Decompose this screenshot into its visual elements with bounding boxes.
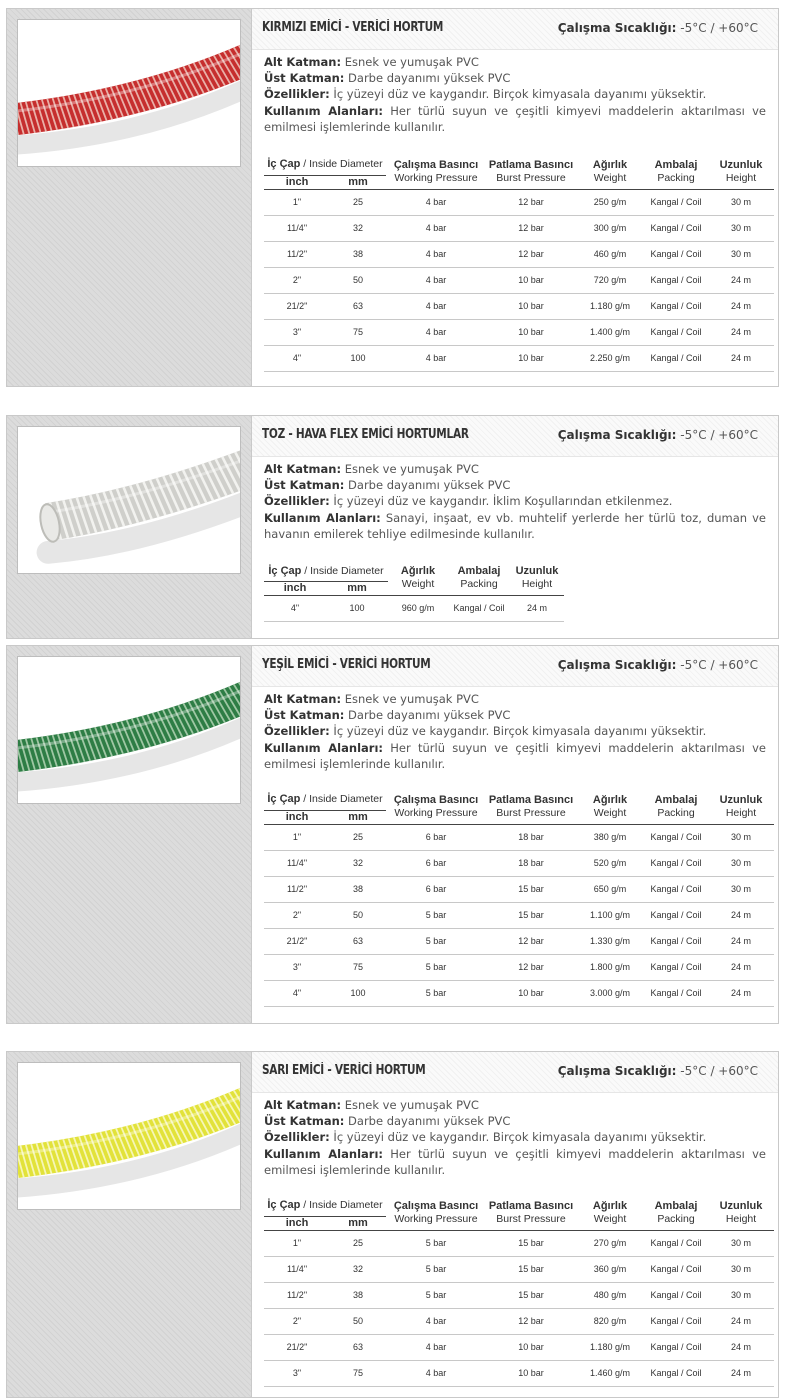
table-cell: 10 bar bbox=[486, 345, 576, 371]
table-cell: Kangal / Coil bbox=[644, 1256, 708, 1282]
table-cell: 460 g/m bbox=[576, 241, 644, 267]
product-image bbox=[17, 1062, 241, 1210]
table-cell: 63 bbox=[330, 1334, 386, 1360]
table-cell: 24 m bbox=[708, 293, 774, 319]
table-cell: 63 bbox=[330, 293, 386, 319]
table-cell: 12 bar bbox=[486, 1308, 576, 1334]
col-label: Ağırlık bbox=[593, 1200, 627, 1212]
col-label: Ambalaj bbox=[458, 565, 501, 577]
table-cell: Kangal / Coil bbox=[644, 1360, 708, 1386]
col-label: Height bbox=[726, 172, 756, 184]
table-cell: 12 bar bbox=[486, 928, 576, 954]
table-row bbox=[264, 241, 774, 267]
table-cell: 11/2" bbox=[264, 1282, 330, 1308]
col-length bbox=[708, 1196, 774, 1230]
col-label: Packing bbox=[657, 807, 694, 819]
col-inch bbox=[264, 810, 330, 824]
table-row bbox=[264, 1360, 774, 1386]
table-cell: 15 bar bbox=[486, 1256, 576, 1282]
table-cell: 720 g/m bbox=[576, 267, 644, 293]
hose-illustration bbox=[18, 20, 240, 166]
table-cell: 12 bar bbox=[486, 215, 576, 241]
table-cell: 24 m bbox=[708, 1334, 774, 1360]
table-cell: 4 bar bbox=[386, 1308, 486, 1334]
table-cell: 4 bar bbox=[386, 215, 486, 241]
table-cell: 5 bar bbox=[386, 980, 486, 1006]
col-label: / Inside Diameter bbox=[303, 1199, 382, 1211]
table-row bbox=[264, 1334, 774, 1360]
col-label: Çalışma Basıncı bbox=[394, 794, 478, 806]
col-length bbox=[708, 155, 774, 189]
col-label: Weight bbox=[594, 1213, 627, 1225]
table-cell: 12 bar bbox=[486, 189, 576, 215]
product-title: SARI EMİCİ - VERİCİ HORTUM bbox=[262, 1063, 426, 1078]
table-cell: 24 m bbox=[708, 980, 774, 1006]
table-cell: 4 bar bbox=[386, 293, 486, 319]
table-cell: 10 bar bbox=[486, 980, 576, 1006]
col-label: Çalışma Basıncı bbox=[394, 1200, 478, 1212]
product-image bbox=[17, 426, 241, 574]
table-cell: Kangal / Coil bbox=[644, 189, 708, 215]
table-cell: Kangal / Coil bbox=[644, 850, 708, 876]
col-inside-diameter bbox=[264, 790, 386, 810]
table-cell: Kangal / Coil bbox=[644, 876, 708, 902]
col-length bbox=[510, 562, 564, 595]
product-title: TOZ - HAVA FLEX EMİCİ HORTUMLAR bbox=[262, 427, 469, 442]
col-label: inch bbox=[284, 582, 307, 594]
table-cell: 650 g/m bbox=[576, 876, 644, 902]
table-row bbox=[264, 980, 774, 1006]
table-cell: 24 m bbox=[708, 345, 774, 371]
col-mm bbox=[330, 175, 386, 189]
table-cell: Kangal / Coil bbox=[644, 1334, 708, 1360]
table-cell: Kangal / Coil bbox=[644, 824, 708, 850]
working-temperature: Çalışma Sıcaklığı: -5°C / +60°C bbox=[558, 1064, 758, 1078]
table-cell: 2" bbox=[264, 1308, 330, 1334]
table-row bbox=[264, 319, 774, 345]
table-row bbox=[264, 1256, 774, 1282]
table-cell: 3" bbox=[264, 319, 330, 345]
col-label: Ambalaj bbox=[655, 159, 698, 171]
table-cell: 12 bar bbox=[486, 241, 576, 267]
col-working-pressure bbox=[386, 155, 486, 189]
table-cell: 30 m bbox=[708, 1282, 774, 1308]
col-label: İç Çap bbox=[267, 158, 300, 170]
table-cell: 1" bbox=[264, 189, 330, 215]
spec-table bbox=[264, 562, 564, 622]
col-inch bbox=[264, 175, 330, 189]
col-weight bbox=[576, 1196, 644, 1230]
card-header bbox=[252, 9, 778, 50]
col-label: Uzunluk bbox=[720, 1200, 763, 1212]
table-cell: 5 bar bbox=[386, 954, 486, 980]
table-cell: 21/2" bbox=[264, 1334, 330, 1360]
table-cell: 100 bbox=[330, 980, 386, 1006]
table-cell: Kangal / Coil bbox=[644, 928, 708, 954]
table-cell: 15 bar bbox=[486, 876, 576, 902]
working-temperature: Çalışma Sıcaklığı: -5°C / +60°C bbox=[558, 21, 758, 35]
table-cell: 10 bar bbox=[486, 319, 576, 345]
col-mm bbox=[326, 581, 388, 595]
hose-illustration bbox=[18, 427, 240, 573]
table-cell: 25 bbox=[330, 189, 386, 215]
col-mm bbox=[330, 1216, 386, 1230]
image-panel bbox=[7, 9, 252, 386]
col-label: Uzunluk bbox=[720, 159, 763, 171]
table-row bbox=[264, 928, 774, 954]
table-row bbox=[264, 595, 564, 621]
table-cell: 24 m bbox=[708, 1308, 774, 1334]
table-cell: 4 bar bbox=[386, 345, 486, 371]
product-properties: Alt Katman: Esnek ve yumuşak PVC Üst Katman: Darbe dayanımı yüksek PVC Özellikler: İç yüzeyi düz ve kaygandır. İklim Koşullarından etkilenmez. Kullanım Alanları: Sanayi, inşaat, ev vb. muhtelif yerlerde her türlü toz, duman ve havanın emilerek tehliye edilmesinde kullanılır. bbox=[264, 461, 766, 542]
table-row bbox=[264, 876, 774, 902]
spec-table bbox=[264, 155, 774, 372]
table-row bbox=[264, 215, 774, 241]
table-cell: Kangal / Coil bbox=[644, 267, 708, 293]
table-cell: 480 g/m bbox=[576, 1282, 644, 1308]
col-label: Packing bbox=[657, 1213, 694, 1225]
table-cell: 21/2" bbox=[264, 928, 330, 954]
table-cell: 1.100 g/m bbox=[576, 902, 644, 928]
table-cell: 24 m bbox=[708, 954, 774, 980]
table-cell: 520 g/m bbox=[576, 850, 644, 876]
table-cell: 63 bbox=[330, 928, 386, 954]
product-card-yellow bbox=[6, 1051, 779, 1398]
col-label: Weight bbox=[594, 172, 627, 184]
table-cell: 24 m bbox=[708, 902, 774, 928]
col-weight bbox=[576, 155, 644, 189]
spec-table bbox=[264, 1196, 774, 1387]
table-cell: 21/2" bbox=[264, 293, 330, 319]
table-cell: 75 bbox=[330, 319, 386, 345]
table-cell: 38 bbox=[330, 876, 386, 902]
table-cell: 75 bbox=[330, 1360, 386, 1386]
card-header bbox=[252, 646, 778, 687]
col-label: mm bbox=[348, 1217, 368, 1229]
table-cell: 270 g/m bbox=[576, 1230, 644, 1256]
table-row bbox=[264, 1308, 774, 1334]
table-cell: Kangal / Coil bbox=[644, 902, 708, 928]
table-cell: 4" bbox=[264, 345, 330, 371]
col-packing bbox=[644, 1196, 708, 1230]
table-cell: 250 g/m bbox=[576, 189, 644, 215]
table-cell: 18 bar bbox=[486, 824, 576, 850]
col-label: Packing bbox=[657, 172, 694, 184]
table-cell: 11/2" bbox=[264, 241, 330, 267]
col-label: Ağırlık bbox=[593, 794, 627, 806]
product-title: KIRMIZI EMİCİ - VERİCİ HORTUM bbox=[262, 20, 443, 35]
table-cell: Kangal / Coil bbox=[644, 1308, 708, 1334]
table-cell: 5 bar bbox=[386, 928, 486, 954]
col-label: Patlama Basıncı bbox=[489, 794, 573, 806]
col-packing bbox=[644, 155, 708, 189]
table-cell: Kangal / Coil bbox=[644, 954, 708, 980]
table-cell: 24 m bbox=[708, 319, 774, 345]
hose-illustration bbox=[18, 1063, 240, 1209]
table-cell: Kangal / Coil bbox=[644, 293, 708, 319]
col-label: Çalışma Basıncı bbox=[394, 159, 478, 171]
col-label: Ağırlık bbox=[401, 565, 435, 577]
table-cell: 25 bbox=[330, 824, 386, 850]
col-packing bbox=[644, 790, 708, 824]
working-temperature: Çalışma Sıcaklığı: -5°C / +60°C bbox=[558, 428, 758, 442]
table-cell: 30 m bbox=[708, 850, 774, 876]
col-label: Ambalaj bbox=[655, 794, 698, 806]
table-row bbox=[264, 1230, 774, 1256]
table-cell: 5 bar bbox=[386, 1282, 486, 1308]
table-cell: 24 m bbox=[708, 928, 774, 954]
table-cell: 1.400 g/m bbox=[576, 319, 644, 345]
col-label: Working Pressure bbox=[394, 1213, 477, 1225]
col-label: Uzunluk bbox=[516, 565, 559, 577]
table-cell: Kangal / Coil bbox=[448, 595, 510, 621]
table-cell: 300 g/m bbox=[576, 215, 644, 241]
col-label: Burst Pressure bbox=[496, 807, 565, 819]
col-inch bbox=[264, 581, 326, 595]
table-row bbox=[264, 954, 774, 980]
table-cell: 4 bar bbox=[386, 241, 486, 267]
table-cell: 2" bbox=[264, 902, 330, 928]
table-cell: 11/2" bbox=[264, 876, 330, 902]
product-image bbox=[17, 656, 241, 804]
table-cell: 75 bbox=[330, 954, 386, 980]
col-label: Weight bbox=[402, 578, 435, 590]
table-cell: 32 bbox=[330, 1256, 386, 1282]
table-cell: 4 bar bbox=[386, 267, 486, 293]
col-burst-pressure bbox=[486, 1196, 576, 1230]
table-cell: 4" bbox=[264, 595, 326, 621]
table-cell: 50 bbox=[330, 1308, 386, 1334]
product-card-red bbox=[6, 8, 779, 387]
col-label: mm bbox=[347, 582, 367, 594]
table-cell: 5 bar bbox=[386, 1230, 486, 1256]
col-label: inch bbox=[286, 1217, 309, 1229]
table-cell: 4 bar bbox=[386, 319, 486, 345]
table-cell: 50 bbox=[330, 902, 386, 928]
table-cell: 15 bar bbox=[486, 902, 576, 928]
col-inside-diameter bbox=[264, 155, 386, 175]
table-cell: 6 bar bbox=[386, 876, 486, 902]
table-cell: Kangal / Coil bbox=[644, 241, 708, 267]
table-cell: 4" bbox=[264, 980, 330, 1006]
table-cell: 24 m bbox=[708, 1360, 774, 1386]
table-row bbox=[264, 902, 774, 928]
product-properties: Alt Katman: Esnek ve yumuşak PVC Üst Katman: Darbe dayanımı yüksek PVC Özellikler: İç yüzeyi düz ve kaygandır. Birçok kimyasala dayanımı yüksektir. Kullanım Alanları: Her türlü suyun ve çeşitli kimyevi maddelerin aktarılması ve emilmesi işlemlerinde kullanılır. bbox=[264, 1097, 766, 1178]
col-label: Patlama Basıncı bbox=[489, 1200, 573, 1212]
col-label: inch bbox=[286, 176, 309, 188]
table-cell: 1" bbox=[264, 824, 330, 850]
table-row bbox=[264, 345, 774, 371]
product-properties: Alt Katman: Esnek ve yumuşak PVC Üst Katman: Darbe dayanımı yüksek PVC Özellikler: İç yüzeyi düz ve kaygandır. Birçok kimyasala dayanımı yüksektir. Kullanım Alanları: Her türlü suyun ve çeşitli kimyevi maddelerin aktarılması ve emilmesi işlemlerinde kullanılır. bbox=[264, 691, 766, 772]
col-label: Ambalaj bbox=[655, 1200, 698, 1212]
col-label: Patlama Basıncı bbox=[489, 159, 573, 171]
product-card-green bbox=[6, 645, 779, 1024]
table-cell: Kangal / Coil bbox=[644, 345, 708, 371]
table-cell: Kangal / Coil bbox=[644, 215, 708, 241]
col-label: Height bbox=[522, 578, 552, 590]
table-cell: 380 g/m bbox=[576, 824, 644, 850]
col-label: Burst Pressure bbox=[496, 172, 565, 184]
col-label: İç Çap bbox=[267, 793, 300, 805]
col-burst-pressure bbox=[486, 155, 576, 189]
table-cell: Kangal / Coil bbox=[644, 1282, 708, 1308]
table-cell: 10 bar bbox=[486, 1334, 576, 1360]
product-title: YEŞİL EMİCİ - VERİCİ HORTUM bbox=[262, 657, 431, 672]
col-inch bbox=[264, 1216, 330, 1230]
table-cell: 5 bar bbox=[386, 902, 486, 928]
table-cell: 50 bbox=[330, 267, 386, 293]
table-cell: 3" bbox=[264, 1360, 330, 1386]
table-cell: 24 m bbox=[708, 267, 774, 293]
table-cell: 15 bar bbox=[486, 1230, 576, 1256]
table-cell: 30 m bbox=[708, 876, 774, 902]
col-weight bbox=[576, 790, 644, 824]
table-cell: 1" bbox=[264, 1230, 330, 1256]
col-label: Working Pressure bbox=[394, 172, 477, 184]
col-burst-pressure bbox=[486, 790, 576, 824]
col-label: Packing bbox=[460, 578, 497, 590]
col-label: Working Pressure bbox=[394, 807, 477, 819]
table-cell: 18 bar bbox=[486, 850, 576, 876]
table-cell: 1.800 g/m bbox=[576, 954, 644, 980]
col-working-pressure bbox=[386, 1196, 486, 1230]
table-cell: 15 bar bbox=[486, 1282, 576, 1308]
table-cell: 11/4" bbox=[264, 215, 330, 241]
product-image bbox=[17, 19, 241, 167]
table-cell: 6 bar bbox=[386, 850, 486, 876]
details-panel bbox=[252, 1052, 778, 1397]
col-inside-diameter bbox=[264, 562, 388, 581]
table-cell: 4 bar bbox=[386, 1360, 486, 1386]
col-label: inch bbox=[286, 811, 309, 823]
table-row bbox=[264, 850, 774, 876]
table-cell: 25 bbox=[330, 1230, 386, 1256]
col-label: Ağırlık bbox=[593, 159, 627, 171]
table-cell: 38 bbox=[330, 1282, 386, 1308]
product-card-grey bbox=[6, 415, 779, 639]
col-label: Uzunluk bbox=[720, 794, 763, 806]
working-temperature: Çalışma Sıcaklığı: -5°C / +60°C bbox=[558, 658, 758, 672]
table-cell: 960 g/m bbox=[388, 595, 448, 621]
spec-table bbox=[264, 790, 774, 1007]
col-label: mm bbox=[348, 811, 368, 823]
table-cell: 10 bar bbox=[486, 293, 576, 319]
col-mm bbox=[330, 810, 386, 824]
table-cell: 32 bbox=[330, 215, 386, 241]
col-inside-diameter bbox=[264, 1196, 386, 1216]
col-working-pressure bbox=[386, 790, 486, 824]
hose-illustration bbox=[18, 657, 240, 803]
table-cell: 30 m bbox=[708, 1230, 774, 1256]
details-panel bbox=[252, 416, 778, 638]
table-cell: 30 m bbox=[708, 215, 774, 241]
col-label: Weight bbox=[594, 807, 627, 819]
product-properties: Alt Katman: Esnek ve yumuşak PVC Üst Katman: Darbe dayanımı yüksek PVC Özellikler: İç yüzeyi düz ve kaygandır. Birçok kimyasala dayanımı yüksektir. Kullanım Alanları: Her türlü suyun ve çeşitli kimyevi maddelerin aktarılması ve emilmesi işlemlerinde kullanılır. bbox=[264, 54, 766, 135]
col-label: Burst Pressure bbox=[496, 1213, 565, 1225]
image-panel bbox=[7, 646, 252, 1023]
table-cell: 1.180 g/m bbox=[576, 1334, 644, 1360]
table-cell: 4 bar bbox=[386, 189, 486, 215]
col-label: mm bbox=[348, 176, 368, 188]
table-cell: 10 bar bbox=[486, 267, 576, 293]
col-label: / Inside Diameter bbox=[303, 158, 382, 170]
table-row bbox=[264, 824, 774, 850]
col-label: İç Çap bbox=[267, 1199, 300, 1211]
col-label: İç Çap bbox=[268, 565, 301, 577]
table-cell: 5 bar bbox=[386, 1256, 486, 1282]
details-panel bbox=[252, 9, 778, 386]
table-row bbox=[264, 189, 774, 215]
table-cell: 30 m bbox=[708, 241, 774, 267]
table-cell: 38 bbox=[330, 241, 386, 267]
table-cell: 3" bbox=[264, 954, 330, 980]
col-length bbox=[708, 790, 774, 824]
table-row bbox=[264, 293, 774, 319]
table-cell: 2" bbox=[264, 267, 330, 293]
col-weight bbox=[388, 562, 448, 595]
table-cell: 24 m bbox=[510, 595, 564, 621]
table-cell: 30 m bbox=[708, 1256, 774, 1282]
table-cell: 360 g/m bbox=[576, 1256, 644, 1282]
table-cell: 4 bar bbox=[386, 1334, 486, 1360]
table-cell: Kangal / Coil bbox=[644, 1230, 708, 1256]
table-cell: Kangal / Coil bbox=[644, 319, 708, 345]
table-row bbox=[264, 267, 774, 293]
table-cell: 3.000 g/m bbox=[576, 980, 644, 1006]
col-label: / Inside Diameter bbox=[303, 793, 382, 805]
table-cell: 1.180 g/m bbox=[576, 293, 644, 319]
table-cell: 10 bar bbox=[486, 1360, 576, 1386]
table-row bbox=[264, 1282, 774, 1308]
table-cell: Kangal / Coil bbox=[644, 980, 708, 1006]
table-cell: 11/4" bbox=[264, 1256, 330, 1282]
table-cell: 1.330 g/m bbox=[576, 928, 644, 954]
image-panel bbox=[7, 1052, 252, 1397]
image-panel bbox=[7, 416, 252, 638]
table-cell: 11/4" bbox=[264, 850, 330, 876]
table-cell: 12 bar bbox=[486, 954, 576, 980]
table-cell: 6 bar bbox=[386, 824, 486, 850]
col-packing bbox=[448, 562, 510, 595]
table-cell: 1.460 g/m bbox=[576, 1360, 644, 1386]
card-header bbox=[252, 1052, 778, 1093]
table-cell: 2.250 g/m bbox=[576, 345, 644, 371]
table-cell: 820 g/m bbox=[576, 1308, 644, 1334]
table-cell: 32 bbox=[330, 850, 386, 876]
table-cell: 100 bbox=[326, 595, 388, 621]
table-cell: 30 m bbox=[708, 824, 774, 850]
card-header bbox=[252, 416, 778, 457]
table-cell: 30 m bbox=[708, 189, 774, 215]
col-label: Height bbox=[726, 807, 756, 819]
col-label: Height bbox=[726, 1213, 756, 1225]
table-cell: 100 bbox=[330, 345, 386, 371]
details-panel bbox=[252, 646, 778, 1023]
col-label: / Inside Diameter bbox=[304, 565, 383, 577]
